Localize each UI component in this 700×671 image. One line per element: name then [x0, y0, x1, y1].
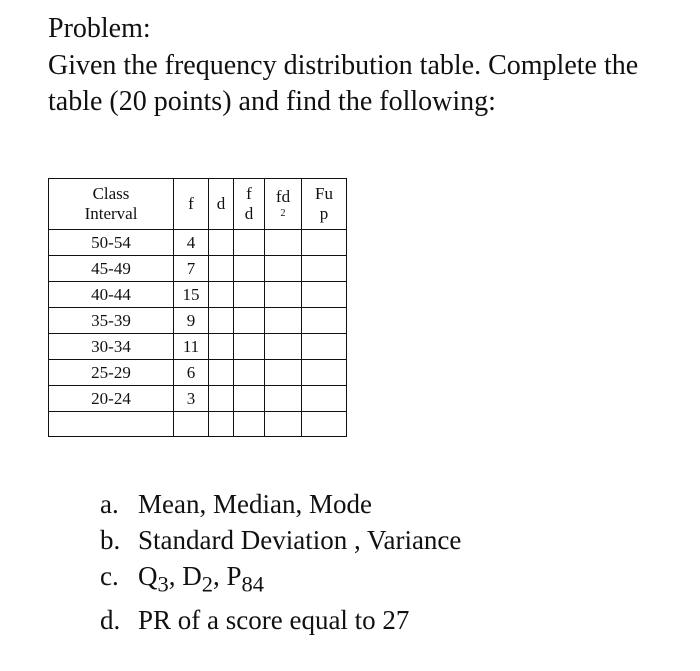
- class-interval-cell: 40-44: [49, 282, 174, 308]
- problem-title: Problem:: [48, 13, 151, 44]
- empty-cell: [265, 386, 302, 412]
- question-label: d.: [100, 605, 121, 636]
- problem-intro: Given the frequency distribution table. Complete the table (20 points) and find the following:: [48, 50, 639, 117]
- header-fup: Fu p: [302, 179, 347, 230]
- empty-cell: [234, 412, 265, 437]
- empty-cell: [302, 360, 347, 386]
- question-item: [100, 558, 461, 602]
- empty-cell: [174, 412, 209, 437]
- table-row: [49, 360, 347, 386]
- empty-cell: [234, 282, 265, 308]
- empty-cell: [234, 360, 265, 386]
- question-label: c.: [100, 561, 119, 591]
- header-fd: f d: [234, 179, 265, 230]
- empty-cell: [209, 282, 234, 308]
- empty-cell: [302, 334, 347, 360]
- frequency-cell: 11: [174, 334, 209, 360]
- class-interval-cell: 50-54: [49, 230, 174, 256]
- table-row: [49, 386, 347, 412]
- empty-cell: [209, 230, 234, 256]
- frequency-table: [48, 178, 347, 437]
- class-interval-cell: 45-49: [49, 256, 174, 282]
- questions-list: [100, 486, 461, 638]
- table-row: [49, 256, 347, 282]
- empty-cell: [209, 386, 234, 412]
- empty-cell: [234, 386, 265, 412]
- class-interval-cell: 30-34: [49, 334, 174, 360]
- empty-cell: [302, 308, 347, 334]
- empty-cell: [265, 360, 302, 386]
- empty-cell: [302, 386, 347, 412]
- empty-cell: [49, 412, 174, 437]
- table-row: [49, 282, 347, 308]
- empty-cell: [209, 308, 234, 334]
- question-label: a.: [100, 489, 119, 519]
- empty-cell: [265, 230, 302, 256]
- empty-cell: [234, 256, 265, 282]
- table-header-row: [49, 179, 347, 230]
- empty-cell: [234, 334, 265, 360]
- empty-cell: [302, 230, 347, 256]
- empty-cell: [209, 334, 234, 360]
- question-text: Mean, Median, Mode: [138, 489, 372, 519]
- empty-cell: [209, 412, 234, 437]
- empty-cell: [265, 256, 302, 282]
- empty-cell: [265, 282, 302, 308]
- empty-cell: [209, 256, 234, 282]
- question-text: PR of a score equal to 27: [138, 605, 410, 636]
- class-interval-cell: 35-39: [49, 308, 174, 334]
- table-row: [49, 334, 347, 360]
- empty-cell: [265, 412, 302, 437]
- header-class-interval: Class Interval: [49, 179, 174, 230]
- question-label: b.: [100, 525, 121, 555]
- question-text: Standard Deviation , Variance: [138, 525, 462, 555]
- header-f: f: [174, 179, 209, 230]
- question-item: [100, 602, 461, 638]
- empty-cell: [302, 282, 347, 308]
- frequency-cell: 9: [174, 308, 209, 334]
- frequency-cell: 15: [174, 282, 209, 308]
- frequency-cell: 6: [174, 360, 209, 386]
- header-d: d: [209, 179, 234, 230]
- class-interval-cell: 20-24: [49, 386, 174, 412]
- empty-cell: [234, 230, 265, 256]
- empty-cell: [209, 360, 234, 386]
- question-item: [100, 486, 461, 522]
- empty-cell: [234, 308, 265, 334]
- empty-cell: [302, 412, 347, 437]
- question-item: [100, 522, 461, 558]
- table-row: [49, 230, 347, 256]
- frequency-cell: 4: [174, 230, 209, 256]
- table-row: [49, 308, 347, 334]
- frequency-cell: 7: [174, 256, 209, 282]
- empty-cell: [265, 308, 302, 334]
- table-totals-row: [49, 412, 347, 437]
- empty-cell: [302, 256, 347, 282]
- frequency-cell: 3: [174, 386, 209, 412]
- question-text: $Q_3$, $D_2$, $P_{84}$: [138, 561, 265, 597]
- empty-cell: [265, 334, 302, 360]
- class-interval-cell: 25-29: [49, 360, 174, 386]
- header-fd-squared: fd 2: [265, 179, 302, 230]
